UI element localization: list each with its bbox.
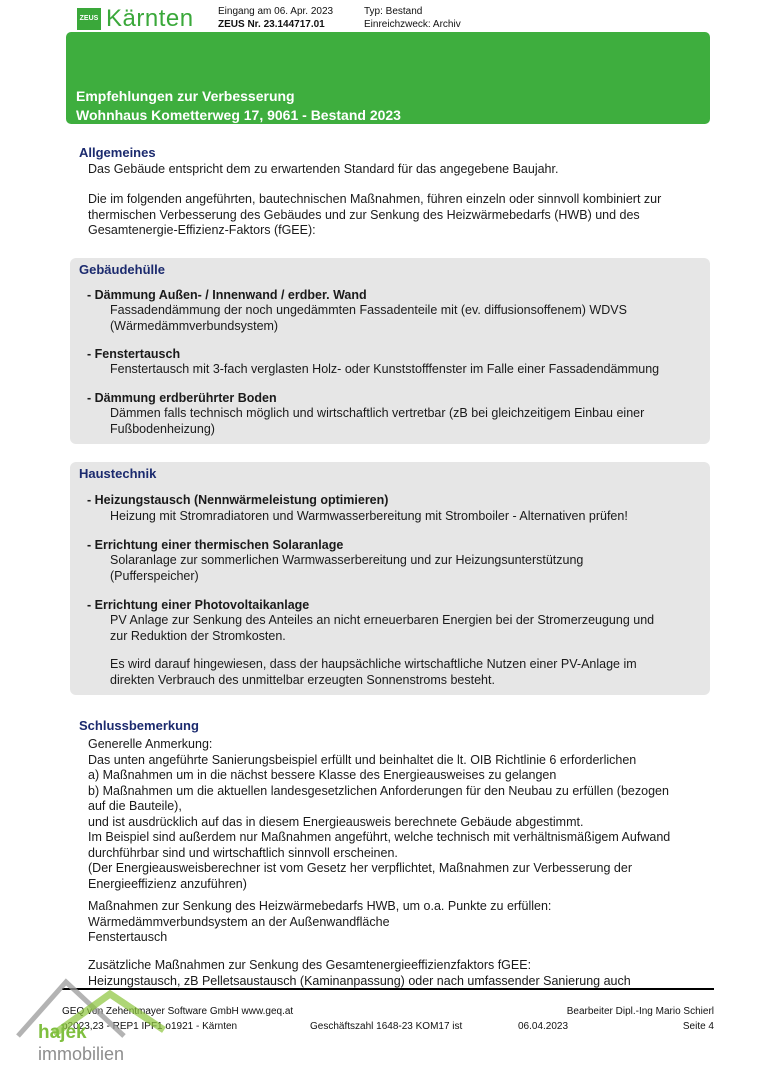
section-title-haustechnik: Haustechnik — [79, 466, 157, 481]
measure-title-heizungstausch: - Heizungstausch (Nennwärmeleistung optimieren) — [87, 493, 389, 507]
allgemeines-paragraph-1: Das Gebäude entspricht dem zu erwartenden Standard für das angegebene Baujahr. — [88, 162, 559, 176]
measure-title-fenstertausch: - Fenstertausch — [87, 347, 181, 361]
text-line: Fenstertausch mit 3-fach verglasten Holz- oder Kunststofffenster im Falle einer Fassadendämmung — [110, 362, 660, 376]
footer-date: 06.04.2023 — [518, 1021, 569, 1032]
allgemeines-paragraph-2 — [88, 192, 661, 239]
text-line: Maßnahmen zur Senkung des Heizwärmebedarfs HWB, um o.a. Punkte zu erfüllen: — [88, 899, 552, 913]
measure-title-solaranlage: - Errichtung einer thermischen Solaranlage — [87, 538, 344, 552]
typ-label: Typ: Bestand — [364, 6, 423, 17]
text-line: Generelle Anmerkung: — [88, 737, 213, 751]
zeus-logo-mark: ZEUS — [77, 8, 101, 30]
text-line: durchführbar sind und wirtschaftlich sinnvoll erscheinen. — [88, 845, 398, 860]
text-line: Dämmen falls technisch möglich und wirtschaftlich vertretbar (zB bei gleichzeitigem Einbau einer — [110, 406, 645, 420]
measure-text-daemmung-boden — [110, 406, 644, 437]
banner-title-line-1: Empfehlungen zur Verbesserung — [76, 88, 295, 104]
schluss-block-1 — [88, 737, 670, 892]
text-line: Gesamtenergie-Effizienz-Faktors (fGEE): — [88, 223, 316, 237]
watermark-line-1: hajek — [38, 1022, 87, 1043]
zeus-number: ZEUS Nr. 23.144717.01 — [218, 19, 325, 30]
text-line: und ist ausdrücklich auf das in diesem Energieausweis berechnete Gebäude abgestimmt. — [88, 814, 584, 829]
logo-text: Kärnten — [106, 5, 194, 32]
text-line: Das unten angeführte Sanierungsbeispiel erfüllt und beinhaltet die lt. OIB Richtlinie 6 erforderlichen — [88, 752, 637, 767]
footer-code: p2023,23 - REP1 IPF1 o1921 - Kärnten — [62, 1021, 238, 1032]
text-line: a) Maßnahmen um in die nächst bessere Klasse des Energieausweises zu gelangen — [88, 768, 557, 782]
schluss-block-2 — [88, 899, 551, 946]
text-line: (Pufferspeicher) — [110, 568, 199, 583]
footer-bearbeiter: Bearbeiter Dipl.-Ing Mario Schierl — [566, 1006, 714, 1017]
measure-text-fenstertausch — [110, 362, 659, 378]
text-line: zur Reduktion der Stromkosten. — [110, 628, 286, 643]
text-line: Fenstertausch — [88, 930, 168, 944]
section-title-allgemeines: Allgemeines — [79, 145, 156, 160]
text-line: Es wird darauf hingewiesen, dass der haupsächliche wirtschaftliche Nutzen einer PV-Anlage im — [110, 657, 637, 671]
einreichzweck-label: Einreichzweck: Archiv — [364, 19, 461, 30]
measure-note-photovoltaik — [110, 657, 637, 688]
measure-text-daemmung-wand — [110, 303, 627, 334]
text-line: thermischen Verbesserung des Gebäudes und zur Senkung des Heizwärmebedarfs (HWB) und des — [88, 207, 640, 222]
measure-title-photovoltaik: - Errichtung einer Photovoltaikanlage — [87, 598, 310, 612]
measure-text-heizungstausch — [110, 509, 628, 525]
text-line: auf die Bauteile), — [88, 799, 182, 813]
measure-title-daemmung-wand: - Dämmung Außen- / Innenwand / erdber. Wand — [87, 288, 367, 302]
footer-software: GEQ von Zehentmayer Software GmbH www.geq.at — [62, 1006, 294, 1017]
text-line: Die im folgenden angeführten, bautechnischen Maßnahmen, führen einzeln oder sinnvoll kombiniert zur — [88, 192, 662, 206]
measure-text-solaranlage — [110, 553, 583, 584]
text-line: Energieeffizienz anzuführen) — [88, 876, 247, 891]
text-line: PV Anlage zur Senkung des Anteiles an nicht erneuerbaren Energien bei der Stromerzeugung und — [110, 613, 655, 627]
watermark-line-2: immobilien — [38, 1044, 125, 1064]
text-line: Fußbodenheizung) — [110, 421, 215, 436]
footer-geschaeftszahl: Geschäftszahl 1648-23 KOM17 ist — [310, 1021, 463, 1032]
text-line: Zusätzliche Maßnahmen zur Senkung des Gesamtenergieeffizienzfaktors fGEE: — [88, 958, 532, 972]
text-line: Wärmedämmverbundsystem an der Außenwandfläche — [88, 914, 390, 929]
text-line: b) Maßnahmen um die aktuellen landesgesetzlichen Anforderungen für den Neubau zu erfüllen (bezogen — [88, 783, 669, 798]
text-line: (Wärmedämmverbundsystem) — [110, 318, 279, 333]
text-line: (Der Energieausweisberechner ist vom Gesetz her verpflichtet, Maßnahmen zur Verbesserung der — [88, 861, 633, 875]
text-line: direkten Verbrauch des unmittelbar erzeugten Sonnenstroms besteht. — [110, 672, 495, 687]
eingang-date: Eingang am 06. Apr. 2023 — [218, 6, 334, 17]
section-title-schlussbemerkung: Schlussbemerkung — [79, 718, 199, 733]
measure-text-photovoltaik — [110, 613, 654, 644]
text-line: Fassadendämmung der noch ungedämmten Fassadenteile mit (ev. diffusionsoffenem) WDVS — [110, 303, 627, 317]
text-line: Heizung mit Stromradiatoren und Warmwasserbereitung mit Stromboiler - Alternativen prüfen! — [110, 509, 628, 523]
footer-page-number: Seite 4 — [682, 1021, 714, 1032]
text-line: Heizungstausch, zB Pelletsaustausch (Kaminanpassung) oder nach umfassender Sanierung auch — [88, 973, 631, 988]
text-line: Im Beispiel sind außerdem nur Maßnahmen angeführt, welche technisch mit verhältnismäßigem Aufwand — [88, 830, 671, 844]
measure-title-daemmung-boden: - Dämmung erdberührter Boden — [87, 391, 277, 405]
text-line: Solaranlage zur sommerlichen Warmwasserbereitung und zur Heizungsunterstützung — [110, 553, 584, 567]
section-title-gebaeudehuelle: Gebäudehülle — [79, 262, 165, 277]
banner-title-line-2: Wohnhaus Kometterweg 17, 9061 - Bestand 2023 — [76, 107, 401, 123]
